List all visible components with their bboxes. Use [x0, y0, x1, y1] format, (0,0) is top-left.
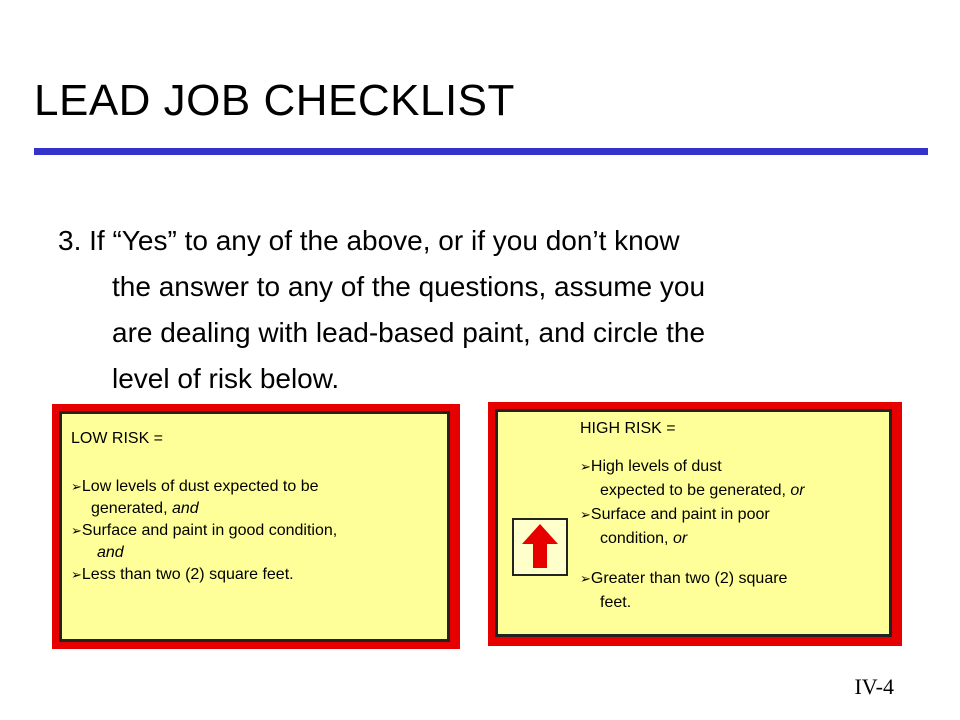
high-risk-box[interactable] [488, 402, 902, 646]
arrow-bullet-icon: ➢ [71, 524, 82, 539]
low-risk-item [71, 476, 319, 499]
up-arrow-icon [514, 520, 566, 574]
question-line: 3. If “Yes” to any of the above, or if you don’t know [58, 225, 680, 256]
high-risk-item [580, 568, 787, 591]
low-risk-item-cont-text: generated, [91, 500, 168, 517]
low-risk-item-cont [71, 498, 199, 520]
low-risk-item-text: Surface and paint in good condition, [81, 522, 338, 539]
high-risk-item-cont-text: feet. [600, 594, 632, 611]
low-risk-panel [59, 411, 450, 642]
high-risk-item-cont [580, 592, 631, 614]
low-risk-conj: and [171, 500, 199, 517]
up-arrow-box [512, 518, 568, 576]
low-risk-item-text: Low levels of dust expected to be [81, 478, 319, 495]
question-line: level of risk below. [112, 363, 340, 394]
high-risk-item-text: High levels of dust [590, 458, 722, 475]
low-risk-item [71, 564, 294, 587]
high-risk-item-cont-text: condition, [600, 530, 669, 547]
low-risk-item-cont [77, 542, 124, 564]
high-risk-panel [495, 409, 892, 637]
low-risk-heading: LOW RISK = [71, 430, 164, 447]
high-risk-item [580, 456, 722, 479]
low-risk-item-text: Less than two (2) square feet. [81, 566, 294, 583]
high-risk-heading: HIGH RISK = [580, 420, 676, 437]
high-risk-item-text: Greater than two (2) square [590, 570, 788, 587]
arrow-bullet-icon: ➢ [580, 572, 591, 587]
arrow-bullet-icon: ➢ [71, 568, 82, 583]
title-underline [34, 148, 928, 155]
slide-title: LEAD JOB CHECKLIST [34, 76, 515, 125]
question-text [58, 218, 904, 402]
question-line: are dealing with lead-based paint, and circle the [112, 317, 706, 348]
high-risk-conj: or [790, 482, 805, 499]
question-line: the answer to any of the questions, assume you [112, 271, 706, 302]
arrow-bullet-icon: ➢ [71, 480, 82, 495]
high-risk-item-cont-text: expected to be generated, [600, 482, 786, 499]
arrow-bullet-icon: ➢ [580, 508, 591, 523]
high-risk-item-text: Surface and paint in poor [590, 506, 770, 523]
page-number: IV-4 [854, 674, 894, 699]
high-risk-item-cont [580, 528, 687, 550]
high-risk-item [580, 504, 770, 527]
low-risk-conj: and [97, 544, 124, 561]
low-risk-box[interactable] [52, 404, 460, 649]
low-risk-item [71, 520, 337, 543]
high-risk-conj: or [672, 530, 688, 547]
high-risk-item-cont [580, 480, 805, 502]
arrow-bullet-icon: ➢ [580, 460, 591, 475]
